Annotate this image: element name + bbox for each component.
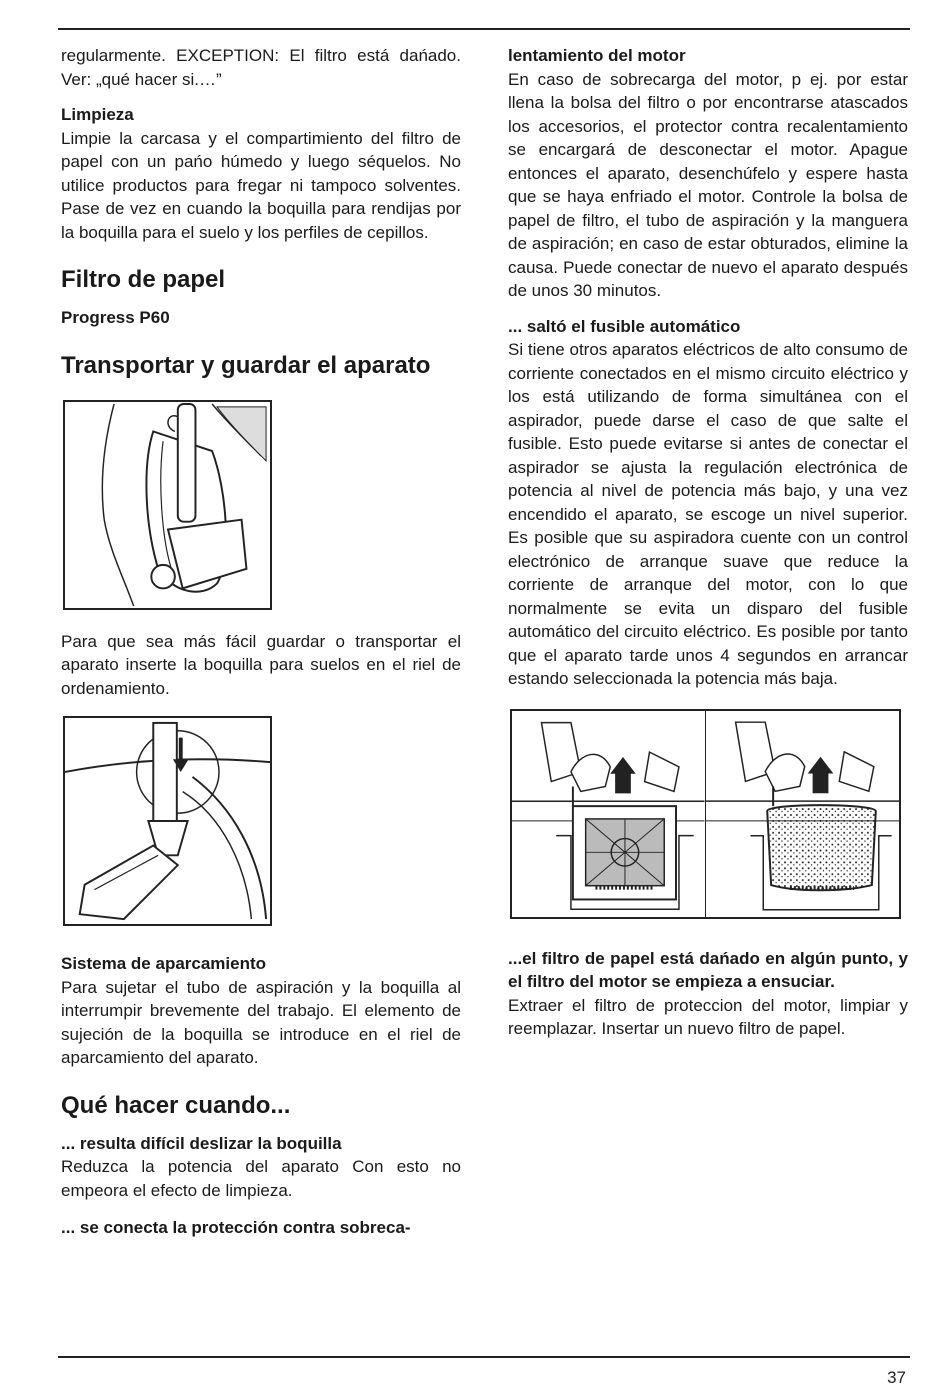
filter-replacement-illustration [510, 709, 901, 919]
page-number: 37 [887, 1368, 906, 1387]
sistema-subheading: Sistema de aparcamiento [61, 954, 267, 973]
right-column [508, 44, 908, 1041]
proteccion-subheading-continued: lentamiento del motor [508, 46, 686, 65]
proteccion-subheading: ... se conecta la protección contra sobreca- [61, 1218, 411, 1237]
paper-filter-drawing [706, 711, 900, 917]
boquilla-subheading: ... resulta difícil deslizar la boquilla [61, 1133, 342, 1153]
parking-illustration [63, 716, 272, 926]
intro-paragraph: regularmente. EXCEPTION: El filtro está dańado. Ver: „qué hacer si.…” [61, 46, 461, 89]
transport-illustration [63, 400, 272, 610]
parking-rail-drawing [65, 718, 270, 924]
transport-heading: Transportar y guardar el aparato [61, 351, 431, 379]
limpieza-paragraph: Limpie la carcasa y el compartimiento del filtro de papel con un pańo húmedo y luego séquelos. No utilice productos para fregar ni tampoco solventes. Pase de vez en cuando la boquilla para rendijas por la boquilla para el suelo y los perfiles de cepillos. [61, 128, 461, 242]
motor-filter-drawing [512, 711, 705, 917]
danado-paragraph: Extraer el filtro de proteccion del motor, limpiar y reemplazar. Insertar un nuevo filtro de papel. [508, 995, 908, 1038]
filtro-model: Progress P60 [61, 308, 170, 327]
danado-subheading: ...el filtro de papel está dańado en algún punto, y el filtro del motor se empieza a ensuciar. [508, 948, 908, 991]
boquilla-paragraph: Reduzca la potencia del aparato Con esto no empeora el efecto de limpieza. [61, 1157, 461, 1200]
left-column [61, 44, 461, 1240]
proteccion-paragraph: En caso de sobrecarga del motor, p ej. por estar llena la bolsa del filtro o por encontrarse atascados los accesorios, el protector contra recalentamiento se encargará de desconectar el motor. Apague entonces el aparato, desenchúfelo y espere hasta que se haya enfriado el motor. Controle la bolsa de papel de filtro, el tubo de aspiración y la manguera de aspiración; en caso de estar obturados, elimine la causa. Puede conectar de nuevo el aparato después de unos 30 minutos. [508, 69, 908, 300]
sistema-paragraph: Para sujetar el tubo de aspiración y la boquilla al interrumpir brevemente del trabajo. El elemento de sujeción de la boquilla se introduce en el riel de aparcamiento del aparato. [61, 977, 461, 1067]
fusible-subheading: ... saltó el fusible automático [508, 316, 741, 336]
filtro-heading: Filtro de papel [61, 266, 226, 293]
paper-filter-panel [706, 711, 900, 917]
bottom-rule [58, 1356, 910, 1358]
fusible-paragraph: Si tiene otros aparatos eléctricos de alto consumo de corriente conectados en el mismo circuito eléctrico y los está utilizando de forma simultánea con el aspirador, puede darse el caso de que salte el fusible. Esto puede evitarse si antes de conectar el aspirador se ajusta la regulación electrónica de potencia al nivel de potencia más bajo, y una vez encendido el aparato, se escoge un nivel superior. Es posible que su aspiradora cuente con un control electrónico de arranque suave que reduce la corriente de arranque del motor, con lo que normalmente se evita un disparo del fusible automático del circuito eléctrico. Es posible por tanto que el aparato tarde unos 4 segundos en arrancar estando seleccionada la potencia más baja. [508, 340, 908, 688]
que-hacer-heading: Qué hacer cuando... [61, 1091, 291, 1119]
top-rule [58, 28, 910, 30]
transport-paragraph: Para que sea más fácil guardar o transportar el aparato inserte la boquilla para suelos en el riel de ordenamiento. [61, 631, 461, 698]
carry-vacuum-drawing [65, 402, 270, 608]
limpieza-subheading: Limpieza [61, 105, 134, 124]
motor-filter-panel [512, 711, 706, 917]
